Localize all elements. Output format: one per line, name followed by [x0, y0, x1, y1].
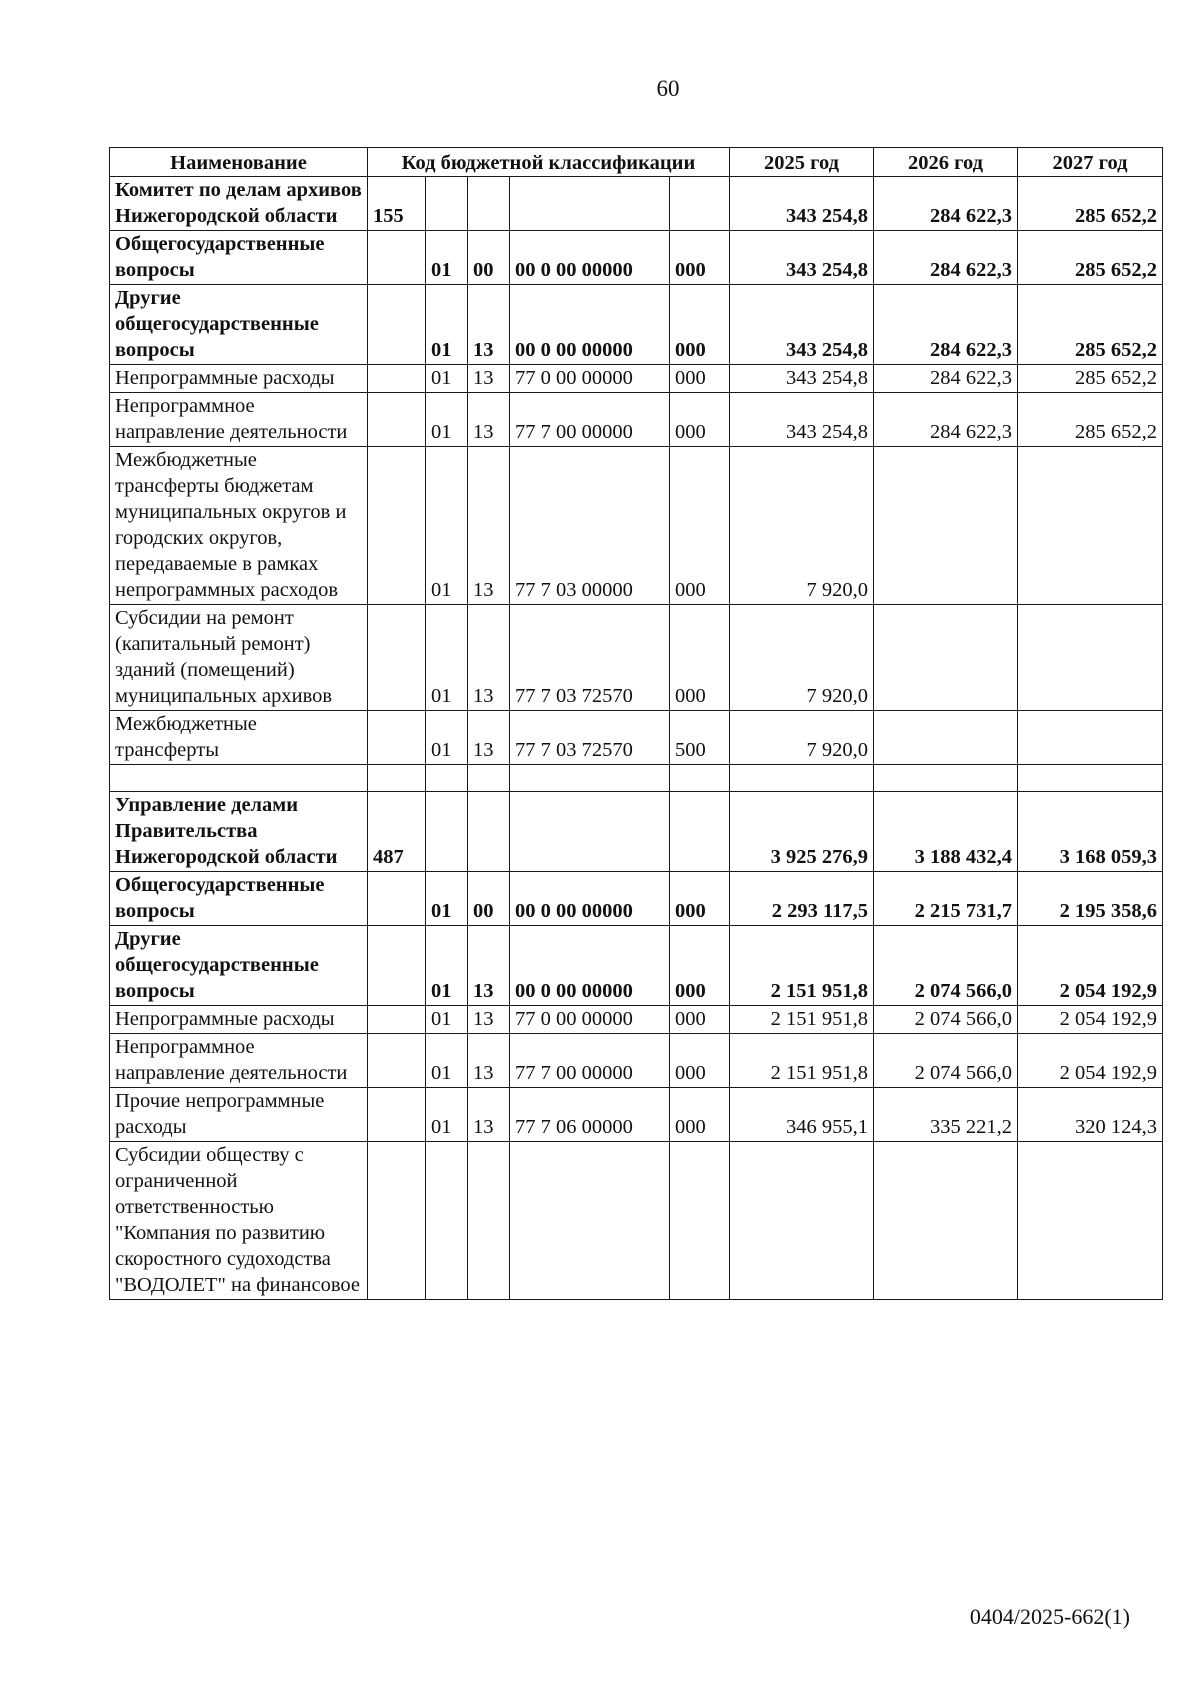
row-2026: 284 622,3	[874, 365, 1018, 393]
row-rz: 01	[426, 1088, 468, 1142]
row-2027: 285 652,2	[1018, 393, 1163, 447]
table-row	[110, 231, 1163, 285]
row-vr: 000	[670, 365, 730, 393]
spacer-cell	[730, 765, 874, 792]
row-2025: 343 254,8	[730, 231, 874, 285]
budget-table	[109, 147, 1163, 1300]
table-row	[110, 926, 1163, 1006]
spacer-cell	[1018, 765, 1163, 792]
row-2027: 320 124,3	[1018, 1088, 1163, 1142]
row-2026: 2 215 731,7	[874, 872, 1018, 926]
spacer-cell	[368, 765, 426, 792]
row-rz: 01	[426, 605, 468, 711]
spacer-cell	[426, 765, 468, 792]
row-pr: 13	[468, 711, 510, 765]
row-2025: 2 151 951,8	[730, 1006, 874, 1034]
row-name: Субсидии на ремонт (капитальный ремонт) зданий (помещений) муниципальных архивов	[110, 605, 368, 711]
row-name: Общегосударственные вопросы	[110, 231, 368, 285]
row-pr: 00	[468, 231, 510, 285]
row-2027: 285 652,2	[1018, 231, 1163, 285]
row-gr	[368, 872, 426, 926]
row-2027: 2 054 192,9	[1018, 926, 1163, 1006]
row-csr: 00 0 00 00000	[510, 231, 670, 285]
row-name: Непрограммные расходы	[110, 365, 368, 393]
row-gr	[368, 926, 426, 1006]
row-rz: 01	[426, 447, 468, 605]
table-row	[110, 393, 1163, 447]
table-row	[110, 605, 1163, 711]
row-vr: 000	[670, 447, 730, 605]
row-vr: 000	[670, 1088, 730, 1142]
row-csr: 00 0 00 00000	[510, 285, 670, 365]
row-name: Общегосударственные вопросы	[110, 872, 368, 926]
row-rz: 01	[426, 1034, 468, 1088]
row-name: Непрограммное направление деятельности	[110, 1034, 368, 1088]
row-gr: 487	[368, 792, 426, 872]
row-2027	[1018, 447, 1163, 605]
row-pr: 13	[468, 1006, 510, 1034]
row-pr	[468, 177, 510, 231]
row-gr	[368, 285, 426, 365]
row-2026	[874, 711, 1018, 765]
row-csr	[510, 177, 670, 231]
row-gr	[368, 1006, 426, 1034]
row-2027: 2 054 192,9	[1018, 1006, 1163, 1034]
row-vr: 500	[670, 711, 730, 765]
row-pr: 13	[468, 1034, 510, 1088]
row-vr	[670, 792, 730, 872]
header-2025: 2025 год	[730, 148, 874, 177]
row-2025: 3 925 276,9	[730, 792, 874, 872]
row-rz: 01	[426, 285, 468, 365]
table-row	[110, 447, 1163, 605]
row-csr: 00 0 00 00000	[510, 872, 670, 926]
row-2025: 2 293 117,5	[730, 872, 874, 926]
row-pr	[468, 792, 510, 872]
row-2027: 285 652,2	[1018, 365, 1163, 393]
row-name: Прочие непрограммные расходы	[110, 1088, 368, 1142]
row-name: Межбюджетные трансферты	[110, 711, 368, 765]
row-rz	[426, 177, 468, 231]
row-pr: 13	[468, 926, 510, 1006]
row-2026: 2 074 566,0	[874, 1034, 1018, 1088]
row-name: Комитет по делам архивов Нижегородской области	[110, 177, 368, 231]
row-vr: 000	[670, 393, 730, 447]
row-2027	[1018, 605, 1163, 711]
spacer-cell	[510, 765, 670, 792]
row-vr	[670, 1142, 730, 1300]
row-rz: 01	[426, 926, 468, 1006]
row-2027: 285 652,2	[1018, 285, 1163, 365]
row-rz	[426, 1142, 468, 1300]
row-name: Непрограммное направление деятельности	[110, 393, 368, 447]
row-gr	[368, 231, 426, 285]
spacer-cell	[110, 765, 368, 792]
row-2025: 2 151 951,8	[730, 1034, 874, 1088]
row-2027: 2 195 358,6	[1018, 872, 1163, 926]
row-gr	[368, 393, 426, 447]
row-csr: 77 7 03 00000	[510, 447, 670, 605]
table-row	[110, 872, 1163, 926]
row-pr: 13	[468, 1088, 510, 1142]
row-pr: 00	[468, 872, 510, 926]
row-csr: 00 0 00 00000	[510, 926, 670, 1006]
row-2026: 284 622,3	[874, 285, 1018, 365]
row-gr	[368, 711, 426, 765]
row-csr: 77 7 03 72570	[510, 605, 670, 711]
row-2025	[730, 1142, 874, 1300]
page-number: 60	[656, 76, 680, 101]
row-csr	[510, 792, 670, 872]
row-csr: 77 7 03 72570	[510, 711, 670, 765]
row-pr: 13	[468, 605, 510, 711]
table-row	[110, 792, 1163, 872]
row-rz	[426, 792, 468, 872]
row-name: Другие общегосударственные вопросы	[110, 285, 368, 365]
row-2027: 3 168 059,3	[1018, 792, 1163, 872]
row-csr: 77 0 00 00000	[510, 365, 670, 393]
row-2026: 284 622,3	[874, 177, 1018, 231]
row-2026	[874, 447, 1018, 605]
document-id: 0404/2025-662(1)	[969, 1604, 1130, 1629]
row-2026	[874, 1142, 1018, 1300]
row-2027	[1018, 1142, 1163, 1300]
row-name: Другие общегосударственные вопросы	[110, 926, 368, 1006]
row-vr	[670, 177, 730, 231]
row-rz: 01	[426, 231, 468, 285]
row-2027	[1018, 711, 1163, 765]
row-name: Субсидии обществу с ограниченной ответственностью "Компания по развитию скоростного судоходства "ВОДОЛЕТ" на финансовое	[110, 1142, 368, 1300]
header-row	[110, 148, 1163, 177]
row-2025: 343 254,8	[730, 285, 874, 365]
row-2026: 3 188 432,4	[874, 792, 1018, 872]
row-2026: 2 074 566,0	[874, 926, 1018, 1006]
row-2026: 284 622,3	[874, 231, 1018, 285]
row-vr: 000	[670, 1006, 730, 1034]
row-rz: 01	[426, 1006, 468, 1034]
row-2025: 2 151 951,8	[730, 926, 874, 1006]
row-gr	[368, 1142, 426, 1300]
row-vr: 000	[670, 231, 730, 285]
spacer-cell	[874, 765, 1018, 792]
table-row	[110, 285, 1163, 365]
table-row	[110, 711, 1163, 765]
row-vr: 000	[670, 926, 730, 1006]
row-2027: 2 054 192,9	[1018, 1034, 1163, 1088]
row-pr	[468, 1142, 510, 1300]
row-rz: 01	[426, 711, 468, 765]
header-2027: 2027 год	[1018, 148, 1163, 177]
row-vr: 000	[670, 872, 730, 926]
row-2025: 7 920,0	[730, 711, 874, 765]
row-gr	[368, 447, 426, 605]
row-2026: 284 622,3	[874, 393, 1018, 447]
table-row	[110, 177, 1163, 231]
row-pr: 13	[468, 365, 510, 393]
spacer-cell	[468, 765, 510, 792]
table-row	[110, 1088, 1163, 1142]
table-row	[110, 1006, 1163, 1034]
row-csr: 77 0 00 00000	[510, 1006, 670, 1034]
row-rz: 01	[426, 872, 468, 926]
row-gr	[368, 1088, 426, 1142]
row-pr: 13	[468, 285, 510, 365]
row-gr	[368, 605, 426, 711]
row-2025: 343 254,8	[730, 365, 874, 393]
row-2026	[874, 605, 1018, 711]
header-2026: 2026 год	[874, 148, 1018, 177]
row-2025: 7 920,0	[730, 447, 874, 605]
table-row	[110, 1142, 1163, 1300]
row-2025: 343 254,8	[730, 393, 874, 447]
row-name: Непрограммные расходы	[110, 1006, 368, 1034]
table-row	[110, 365, 1163, 393]
row-gr: 155	[368, 177, 426, 231]
row-vr: 000	[670, 605, 730, 711]
row-csr	[510, 1142, 670, 1300]
row-vr: 000	[670, 285, 730, 365]
row-2025: 7 920,0	[730, 605, 874, 711]
row-2026: 2 074 566,0	[874, 1006, 1018, 1034]
row-2025: 346 955,1	[730, 1088, 874, 1142]
row-csr: 77 7 00 00000	[510, 1034, 670, 1088]
header-code: Код бюджетной классификации	[368, 148, 730, 177]
row-rz: 01	[426, 365, 468, 393]
row-2025: 343 254,8	[730, 177, 874, 231]
spacer-cell	[670, 765, 730, 792]
row-2027: 285 652,2	[1018, 177, 1163, 231]
row-vr: 000	[670, 1034, 730, 1088]
header-name: Наименование	[110, 148, 368, 177]
row-pr: 13	[468, 393, 510, 447]
row-gr	[368, 1034, 426, 1088]
row-csr: 77 7 00 00000	[510, 393, 670, 447]
row-csr: 77 7 06 00000	[510, 1088, 670, 1142]
row-name: Межбюджетные трансферты бюджетам муниципальных округов и городских округов, передаваемые в рамках непрограммных расходов	[110, 447, 368, 605]
row-rz: 01	[426, 393, 468, 447]
row-2026: 335 221,2	[874, 1088, 1018, 1142]
table-row	[110, 1034, 1163, 1088]
row-pr: 13	[468, 447, 510, 605]
row-gr	[368, 365, 426, 393]
row-name: Управление делами Правительства Нижегородской области	[110, 792, 368, 872]
spacer-row	[110, 765, 1163, 792]
